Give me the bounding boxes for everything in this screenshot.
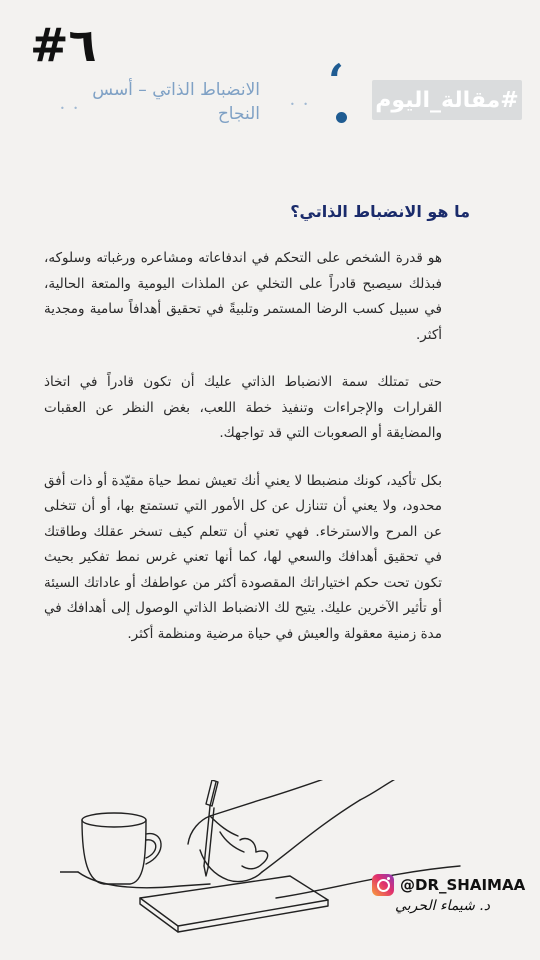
quote-mark-icon: ‘: [328, 54, 345, 108]
hashtag-badge: #مقالة_اليوم: [372, 80, 522, 120]
article-body: [44, 246, 442, 669]
paragraph: حتى تمتلك سمة الانضباط الذاتي عليك أن تكون قادراً في اتخاذ القرارات والإجراءات وتنفيذ خطة اللعب، بغض النظر عن العقبات والمضايقة أو الصعوبات التي قد تواجهك.: [44, 374, 442, 441]
paragraph: هو قدرة الشخص على التحكم في اندفاعاته ومشاعره ورغباته وسلوكه، فبذلك سيصبح قادراً على التخلي عن الملذات اليومية والمتعة الحالية، في سبيل كسب الرضا المستمر وتلبيةً في تحقيق أهدافاً سامية ومجدية أكثر.: [44, 250, 442, 343]
article-title: الانضباط الذاتي – أسس النجاح: [92, 80, 260, 124]
decorative-dots: • •: [290, 100, 311, 109]
page-number: #٦: [30, 18, 97, 72]
instagram-handle[interactable]: @DR_SHAIMAA: [400, 876, 526, 894]
notebook-illustration: [140, 876, 328, 932]
quote-dot-icon: [336, 112, 347, 123]
decorative-dots: • •: [60, 104, 81, 113]
article-heading: ما هو الانضباط الذاتي؟: [290, 202, 470, 221]
coffee-mug-illustration: [82, 813, 161, 884]
instagram-account[interactable]: [372, 874, 525, 896]
writing-illustration: [60, 780, 480, 940]
instagram-icon: [372, 874, 394, 896]
paragraph: بكل تأكيد، كونك منضبطا لا يعني أنك تعيش نمط حياة مقيّدة أو ذات أفق محدود، ولا يعني أن تتنازل عن كل الأمور التي تستمتع بها، أو أن تتخلى عن المرح والاسترخاء. فهي تعني أن تتعلم كيف تسخر عقلك وطاقتك في تحقيق أهدافك والسعي لها، كما أنها تعني غرس نمط تفكير بحيث تكون تحت حكم اختياراتك المقصودة أكثر من عواطفك أو عاداتك السيئة أو تأثير الآخرين عليك. يتيح لك الانضباط الذاتي الوصول إلى أهدافك في مدة زمنية معقولة والعيش في حياة مرضية ومنظمة أكثر.: [44, 472, 442, 642]
author-signature: د. شيماء الحربي: [395, 898, 490, 914]
